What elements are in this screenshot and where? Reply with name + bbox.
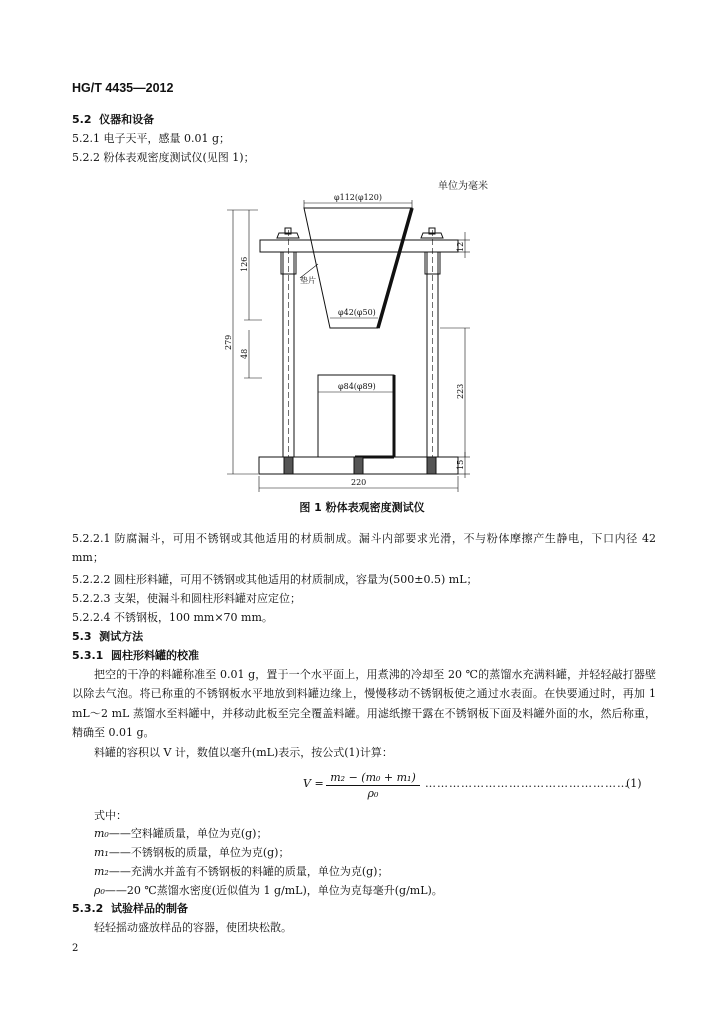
formula-lhs: V = [303,777,324,790]
label-gasket: 垫片 [300,276,316,285]
section-5-2-heading: 5.2 仪器和设备 [72,113,155,126]
formula-denominator: ρ₀ [367,787,379,800]
clause-5-2-2-3: 5.2.2.3 支架，使漏斗和圆柱形料罐对应定位； [72,592,301,605]
definition-m0: m₀——空料罐质量，单位为克(g)； [94,827,268,840]
clause-5-2-2-2: 5.2.2.2 圆柱形料罐，可用不锈钢或其他适用的材质制成，容量为(500±0.5) mL； [72,573,478,586]
where-label: 式中： [94,809,127,822]
figure-caption: 图 1 粉体表观密度测试仪 [299,501,425,514]
clause-5-2-2: 5.2.2 粉体表观密度测试仪(见图 1)； [72,151,255,164]
clause-5-2-2-4: 5.2.2.4 不锈钢板，100 mm×70 mm。 [72,611,273,624]
clause-5-2-2-1: 5.2.2.1 防腐漏斗，可用不锈钢或其他适用的材质制成。漏斗内部要求光滑，不与粉体摩擦产生静电，下口内径 42 mm； [72,532,656,565]
dim-height-223: 223 [456,383,465,399]
clause-5-2-1: 5.2.1 电子天平，感量 0.01 g； [72,132,231,145]
unit-note: 单位为毫米 [438,181,488,192]
definition-m1: m₁——不锈钢板的质量，单位为克(g)； [94,846,290,859]
section-5-3-heading: 5.3 测试方法 [72,630,144,643]
dim-top-diameter: φ112(φ120) [334,193,382,202]
funnel-wall-thick [378,208,412,328]
figure-1-apparatus-drawing [0,0,724,510]
paragraph-volume-intro: 料罐的容积以 V 计，数值以毫升(mL)表示，按公式(1)计算： [94,746,393,759]
formula-numerator: m₂ − (m₀ + m₁) [326,771,420,786]
left-post [283,252,294,457]
paragraph-calibration: 把空的干净的料罐称准至 0.01 g，置于一个水平面上，用煮沸的冷却至 20 ℃的蒸馏水充满料罐，并轻轻敲打器壁以除去气泡。将已称重的不锈钢板水平地放到料罐边缘上，慢慢移动不锈钢板使之通过水表面。在快要通过时，再加 1 mL～2 mL 蒸馏水至料罐中，并移动此板至完全覆盖料罐。用滤纸擦干露在不锈钢板下面及料罐外面的水，然后称重，精确至 0.01 g。 [72,668,656,739]
definition-m2: m₂——充满水并盖有不锈钢板的料罐的质量，单位为克(g)； [94,865,389,878]
section-5-3-2-heading: 5.3.2 试验样品的制备 [72,902,188,915]
formula-leader: …………………………………………… [425,777,629,790]
right-post [427,252,438,457]
dim-height-126: 126 [240,256,249,272]
formula-fraction [326,771,420,800]
paragraph-sample-prep: 轻轻摇动盛放样品的容器，使团块松散。 [94,921,292,934]
dim-height-48: 48 [240,348,249,359]
page-number: 2 [72,943,79,954]
dim-width-220: 220 [351,478,367,487]
dim-bottom-diameter: φ42(φ50) [338,308,376,317]
section-5-3-1-heading: 5.3.1 圆柱形料罐的校准 [72,649,199,662]
top-crossbar [260,240,458,252]
dim-height-12: 12 [456,241,465,252]
dim-height-279: 279 [224,334,233,350]
dim-can-diameter: φ84(φ89) [338,382,376,391]
equation-number: (1) [626,777,642,790]
standard-number: HG/T 4435—2012 [72,81,174,95]
definition-rho0: ρ₀——20 ℃蒸馏水密度(近似值为 1 g/mL)，单位为克每毫升(g/mL)。 [94,884,443,897]
dim-height-15: 15 [456,459,465,470]
